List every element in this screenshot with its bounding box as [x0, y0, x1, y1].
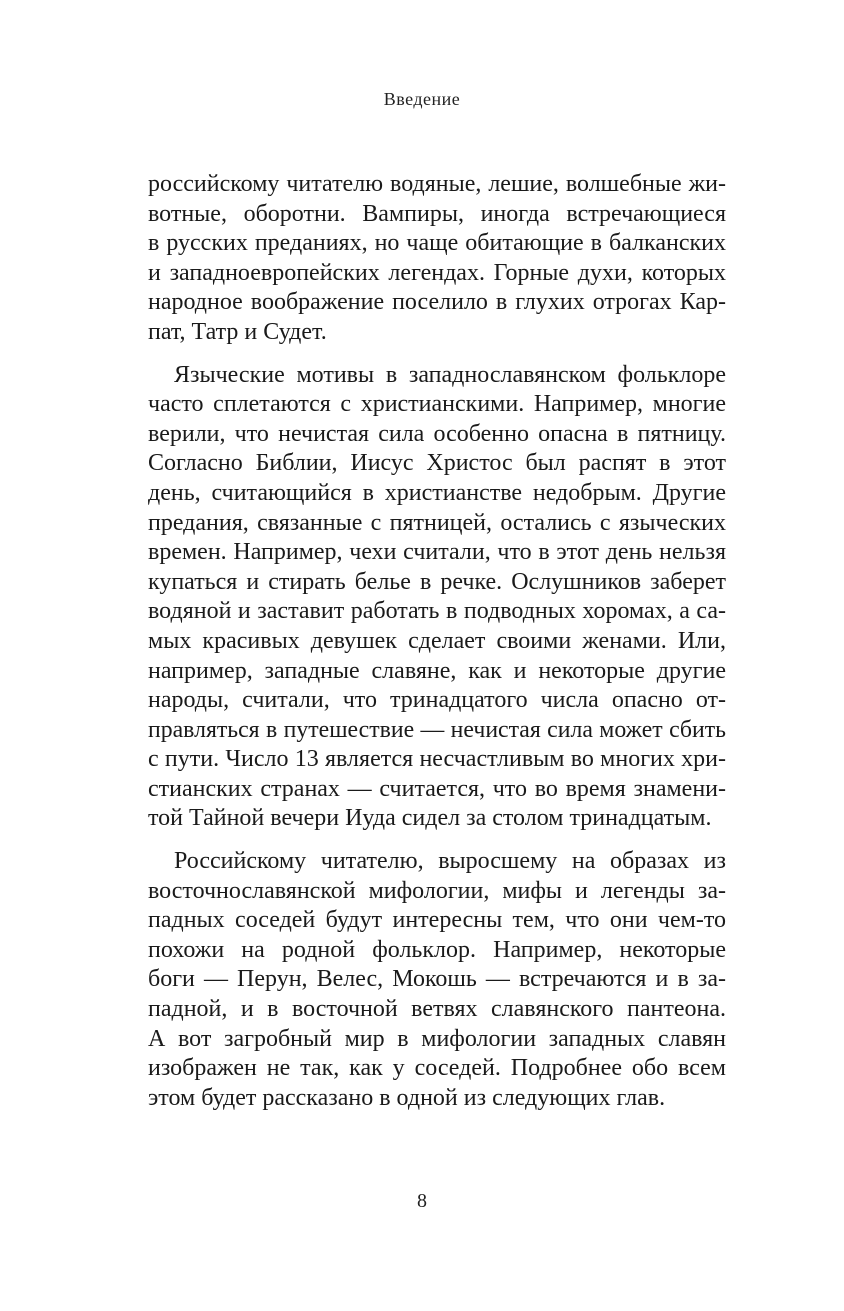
- text-line: народы, считали, что тринадцатого числа опасно от-: [148, 687, 726, 714]
- text-line: падной, и в восточной ветвях славянского пантеона.: [148, 996, 726, 1023]
- text-line: народное воображение поселило в глухих отрогах Кар-: [148, 289, 726, 316]
- text-line: Согласно Библии, Иисус Христос был распят в этот: [148, 450, 726, 477]
- text-line: боги — Перун, Велес, Мокошь — встречаются и в за-: [148, 966, 726, 993]
- text-line: стианских странах — считается, что во время знамени-: [148, 775, 726, 802]
- text-line: Российскому читателю, выросшему на образах из: [174, 848, 726, 875]
- text-line: той Тайной вечери Иуда сидел за столом тринадцатым.: [148, 805, 712, 832]
- text-line: в русских преданиях, но чаще обитающие в балканских: [148, 230, 726, 257]
- paragraph-1: [148, 170, 726, 348]
- running-head: Введение: [383, 89, 461, 109]
- text-line: купаться и стирать белье в речке. Ослушников заберет: [148, 568, 726, 595]
- text-line: этом будет рассказано в одной из следующих глав.: [148, 1084, 666, 1111]
- text-line: падных соседей будут интересны тем, что они чем-то: [148, 907, 726, 934]
- body-text: [148, 170, 726, 1113]
- text-line: например, западные славяне, как и некоторые другие: [148, 657, 726, 684]
- text-line: вотные, оборотни. Вампиры, иногда встречающиеся: [148, 200, 726, 227]
- text-line: А вот загробный мир в мифологии западных славян: [148, 1025, 726, 1052]
- text-line: день, считающийся в христианстве недобрым. Другие: [148, 479, 726, 506]
- text-line: мых красивых девушек сделает своими женами. Или,: [148, 627, 726, 654]
- text-line: часто сплетаются с христианскими. Например, многие: [148, 391, 726, 418]
- paragraph-3: [148, 847, 726, 1113]
- text-line: изображен не так, как у соседей. Подробнее обо всем: [148, 1055, 726, 1082]
- text-line: правляться в путешествие — нечистая сила может сбить: [148, 716, 726, 743]
- text-line: предания, связанные с пятницей, остались с языческих: [148, 509, 726, 536]
- text-line: российскому читателю водяные, лешие, волшебные жи-: [148, 171, 726, 197]
- paragraph-2: [148, 361, 726, 835]
- text-line: верили, что нечистая сила особенно опасна в пятницу.: [148, 420, 726, 447]
- text-line: времен. Например, чехи считали, что в этот день нельзя: [148, 539, 726, 566]
- text-line: с пути. Число 13 является несчастливым во многих хри-: [148, 746, 726, 773]
- text-line: пат, Татр и Судет.: [148, 318, 327, 345]
- text-line: водяной и заставит работать в подводных хоромах, а са-: [148, 598, 726, 625]
- text-line: восточнославянской мифологии, мифы и легенды за-: [148, 877, 726, 904]
- text-line: похожи на родной фольклор. Например, некоторые: [148, 936, 726, 963]
- page-number: 8: [417, 1190, 427, 1212]
- text-line: и западноевропейских легендах. Горные духи, которых: [148, 259, 726, 286]
- text-line: Языческие мотивы в западнославянском фольклоре: [174, 361, 726, 388]
